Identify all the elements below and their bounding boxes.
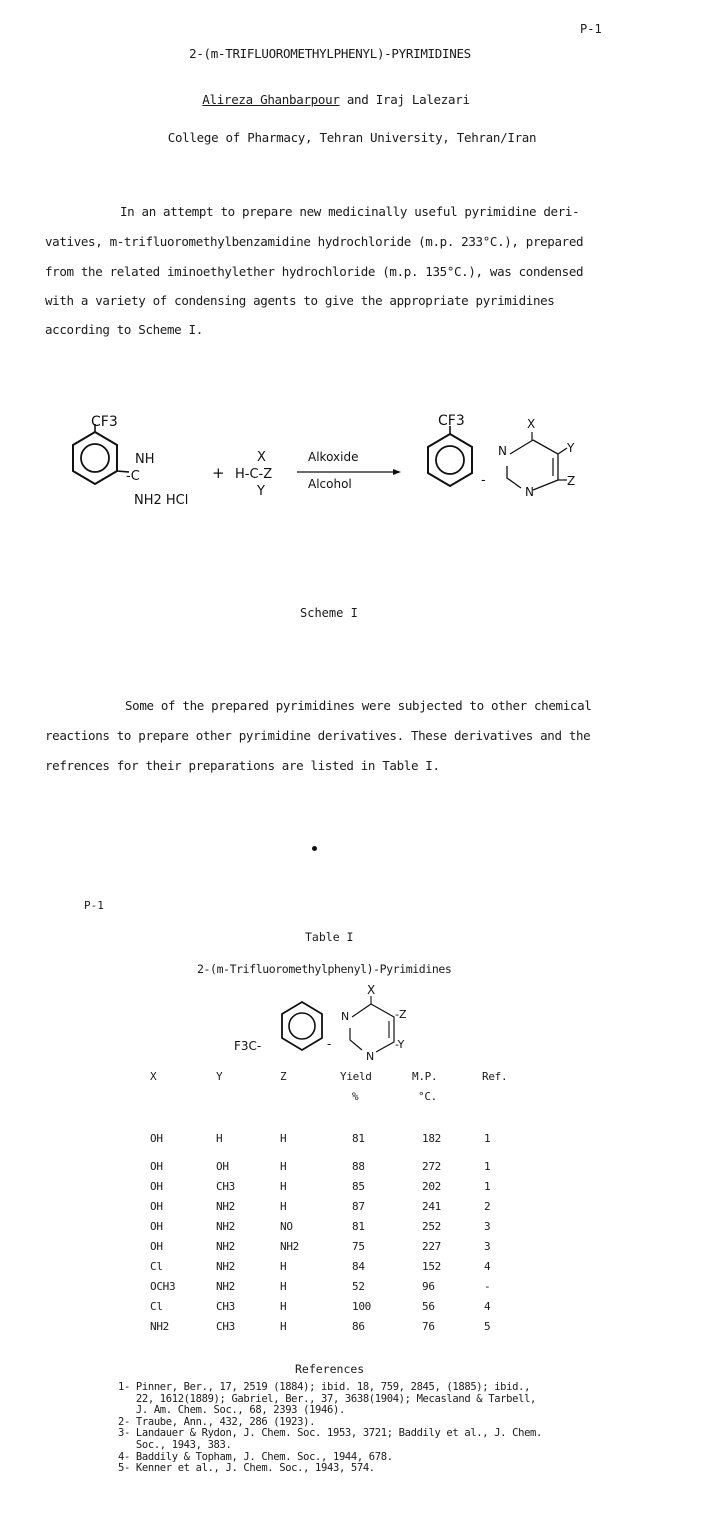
table-cell: 4 xyxy=(484,1300,491,1313)
nh2-hcl-label: NH2 HCl xyxy=(134,493,189,508)
arrow-reagent-top: Alkoxide xyxy=(308,450,359,464)
table-cell: 81 xyxy=(352,1132,365,1145)
intro-line: according to Scheme I. xyxy=(45,322,203,337)
page-label-secondary: P-1 xyxy=(84,899,104,912)
table-cell: H xyxy=(280,1280,287,1293)
reference-line: 4- Baddily & Topham, J. Chem. Soc., 1944, 678. xyxy=(118,1450,393,1463)
structure-n-top: N xyxy=(341,1010,350,1023)
f3c-label: F3C- xyxy=(234,1039,262,1053)
table-cell: 87 xyxy=(352,1200,365,1213)
table-row xyxy=(150,1220,522,1240)
reagent-core: H-C-Z xyxy=(235,467,273,482)
table-cell: NH2 xyxy=(280,1240,299,1253)
structure-n-bottom: N xyxy=(366,1050,375,1063)
reference-line: J. Am. Chem. Soc., 68, 2393 (1946). xyxy=(118,1404,345,1417)
table-cell: OH xyxy=(216,1160,229,1173)
structure-x: X xyxy=(367,983,376,997)
table-label: Table I xyxy=(305,930,354,944)
table-cell: H xyxy=(280,1200,287,1213)
table-cell: 88 xyxy=(352,1160,365,1173)
table-cell: 152 xyxy=(422,1260,441,1273)
table-cell: 56 xyxy=(422,1300,435,1313)
table-row xyxy=(150,1240,522,1260)
table-cell: H xyxy=(216,1132,223,1145)
table-cell: 3 xyxy=(484,1220,491,1233)
table-cell: OH xyxy=(150,1220,163,1233)
intro-line: vatives, m-trifluoromethylbenzamidine hydrochloride (m.p. 233°C.), prepared xyxy=(45,234,584,249)
bond-dash: - xyxy=(481,473,486,488)
table-cell: NH2 xyxy=(216,1280,235,1293)
table-cell: NO xyxy=(280,1220,293,1233)
reference-line: 3- Landauer & Rydon, J. Chem. Soc. 1953, 3721; Baddily et al., J. Chem. xyxy=(118,1427,542,1440)
cf3-label: CF3 xyxy=(91,414,118,430)
reagent-x: X xyxy=(257,450,266,465)
reference-line: 22, 1612(1889); Gabriel, Ber., 37, 3638(1904); Mecasland & Tarbell, xyxy=(118,1392,537,1405)
pyrimidines-table xyxy=(150,1070,522,1340)
intro-line: In an attempt to prepare new medicinally useful pyrimidine deri- xyxy=(120,204,580,219)
col-header: Yield xyxy=(340,1070,372,1083)
table-cell: - xyxy=(484,1280,491,1293)
col-header: Z xyxy=(280,1070,287,1083)
author-second: Iraj Lalezari xyxy=(375,92,470,107)
table-cell: NH2 xyxy=(216,1240,235,1253)
reference-line: 5- Kenner et al., J. Chem. Soc., 1943, 574. xyxy=(118,1462,375,1475)
table-cell: 182 xyxy=(422,1132,441,1145)
table-cell: 2 xyxy=(484,1200,491,1213)
table-cell: 3 xyxy=(484,1240,491,1253)
table-cell: NH2 xyxy=(216,1260,235,1273)
structure-dash: - xyxy=(327,1037,332,1051)
table-cell: 1 xyxy=(484,1180,491,1193)
table-header-row xyxy=(150,1070,522,1090)
table-cell: 75 xyxy=(352,1240,365,1253)
col-header: Ref. xyxy=(482,1070,508,1083)
reaction-scheme xyxy=(55,410,615,520)
reagent xyxy=(235,450,272,499)
table-cell: H xyxy=(280,1160,287,1173)
table-cell: 241 xyxy=(422,1200,441,1213)
scheme-caption: Scheme I xyxy=(300,606,358,620)
reagent-y: Y xyxy=(257,484,265,499)
table-cell: H xyxy=(280,1132,287,1145)
table-cell: 202 xyxy=(422,1180,441,1193)
arrow-reagent-bottom: Alcohol xyxy=(308,477,352,491)
table-cell: H xyxy=(280,1320,287,1333)
table-cell: CH3 xyxy=(216,1180,235,1193)
table-cell: CH3 xyxy=(216,1320,235,1333)
intro-line: with a variety of condensing agents to give the appropriate pyrimidines xyxy=(45,293,555,308)
product-z: Z xyxy=(567,474,576,488)
col-header: Y xyxy=(216,1070,223,1083)
table-cell: 81 xyxy=(352,1220,365,1233)
table-cell: 85 xyxy=(352,1180,365,1193)
table-cell: 52 xyxy=(352,1280,365,1293)
table-cell: OH xyxy=(150,1132,163,1145)
unit-cell xyxy=(150,1090,216,1132)
unit-cell: % xyxy=(352,1090,359,1103)
reaction-arrow xyxy=(297,450,401,491)
table-title: 2-(m-Trifluoromethylphenyl)-Pyrimidines xyxy=(197,962,452,976)
table-cell: 272 xyxy=(422,1160,441,1173)
nh-label: NH xyxy=(135,452,155,467)
product-x: X xyxy=(527,417,536,431)
structure-y: -Y xyxy=(395,1038,405,1051)
author-conjunction: and xyxy=(346,92,369,107)
product-cf3: CF3 xyxy=(438,413,465,429)
plus-sign: + xyxy=(212,464,225,482)
table-cell: OH xyxy=(150,1240,163,1253)
affiliation: College of Pharmacy, Tehran University, Tehran/Iran xyxy=(167,130,537,145)
col-header: X xyxy=(150,1070,157,1083)
table-row xyxy=(150,1160,522,1180)
reactant-benzamidine xyxy=(73,414,188,508)
table-row xyxy=(150,1132,522,1160)
reference-line: 1- Pinner, Ber., 17, 2519 (1884); ibid. 18, 759, 2845, (1885); ibid., xyxy=(118,1381,531,1393)
table-cell: 227 xyxy=(422,1240,441,1253)
table-cell: 252 xyxy=(422,1220,441,1233)
table-cell: 1 xyxy=(484,1160,491,1173)
table-row xyxy=(150,1280,522,1300)
table-cell: OH xyxy=(150,1180,163,1193)
unit-cell xyxy=(482,1090,522,1132)
unit-cell: °C. xyxy=(418,1090,437,1103)
table-cell: NH2 xyxy=(216,1200,235,1213)
table-row xyxy=(150,1260,522,1280)
table-cell: OCH3 xyxy=(150,1280,176,1293)
structure-z: -Z xyxy=(395,1008,407,1021)
table-cell: OH xyxy=(150,1200,163,1213)
table-cell: 76 xyxy=(422,1320,435,1333)
table-cell: NH2 xyxy=(216,1220,235,1233)
table-row xyxy=(150,1180,522,1200)
table-body xyxy=(150,1132,522,1340)
stray-dot xyxy=(312,846,317,851)
page-label: P-1 xyxy=(580,22,602,36)
unit-cell xyxy=(216,1090,280,1132)
table-cell: 5 xyxy=(484,1320,491,1333)
unit-cell xyxy=(280,1090,340,1132)
col-header: M.P. xyxy=(412,1070,438,1083)
author-line xyxy=(0,92,672,107)
paper-title: 2-(m-TRIFLUOROMETHYLPHENYL)-PYRIMIDINES xyxy=(189,46,471,61)
table-row xyxy=(150,1300,522,1320)
second-para-line: Some of the prepared pyrimidines were subjected to other chemical xyxy=(125,698,592,713)
table-cell: CH3 xyxy=(216,1300,235,1313)
table-cell: Cl xyxy=(150,1300,163,1313)
references-title: References xyxy=(295,1362,365,1376)
reference-line: 2- Traube, Ann., 432, 286 (1923). xyxy=(118,1415,316,1428)
references-list xyxy=(118,1382,542,1475)
ring-n-bottom: N xyxy=(525,485,534,499)
table-units-row xyxy=(150,1090,522,1132)
product-pyrimidine xyxy=(428,413,575,499)
second-para-line: refrences for their preparations are listed in Table I. xyxy=(45,758,440,773)
author-first: Alireza Ghanbarpour xyxy=(202,92,340,107)
table-cell: 96 xyxy=(422,1280,435,1293)
table-cell: 1 xyxy=(484,1132,491,1145)
table-structure xyxy=(230,980,430,1066)
table-cell: 4 xyxy=(484,1260,491,1273)
table-cell: 86 xyxy=(352,1320,365,1333)
ring-n-top: N xyxy=(498,444,507,458)
table-cell: NH2 xyxy=(150,1320,169,1333)
table-cell: 84 xyxy=(352,1260,365,1273)
table-cell: H xyxy=(280,1300,287,1313)
product-y: Y xyxy=(567,441,575,455)
table-row xyxy=(150,1320,522,1340)
table-cell: Cl xyxy=(150,1260,163,1273)
table-cell: 100 xyxy=(352,1300,371,1313)
reference-line: Soc., 1943, 383. xyxy=(118,1438,232,1451)
table-cell: H xyxy=(280,1180,287,1193)
table-row xyxy=(150,1200,522,1220)
table-cell: OH xyxy=(150,1160,163,1173)
second-para-line: reactions to prepare other pyrimidine derivatives. These derivatives and the xyxy=(45,728,591,743)
table-cell: H xyxy=(280,1260,287,1273)
amidine-carbon: -C xyxy=(126,469,140,484)
intro-line: from the related iminoethylether hydrochloride (m.p. 135°C.), was condensed xyxy=(45,264,584,279)
